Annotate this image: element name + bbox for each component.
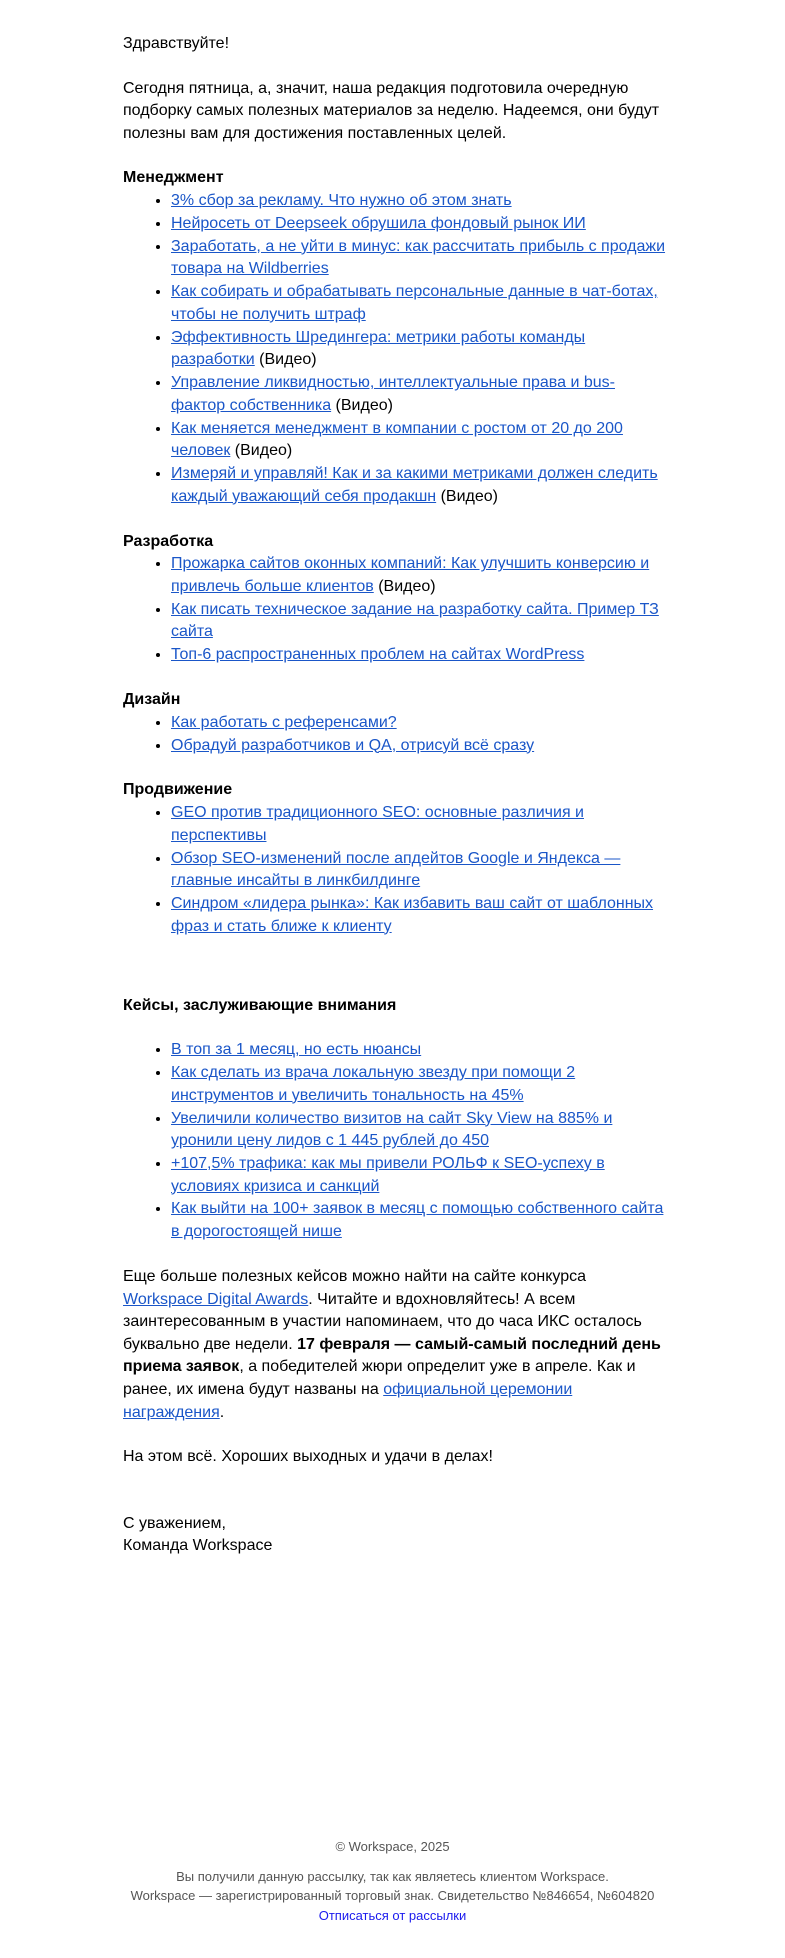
- video-label: (Видео): [373, 577, 436, 595]
- list-item: [171, 190, 668, 213]
- article-link[interactable]: Как собирать и обрабатывать персональные данные в чат-ботах, чтобы не получить штраф: [171, 283, 658, 323]
- awards-text: Еще больше полезных кейсов можно найти на сайте конкурса: [123, 1267, 587, 1285]
- list-item: [171, 1062, 668, 1107]
- signature-regards: С уважением,: [123, 1514, 226, 1532]
- awards-text: . Читайте и вдохновляйтесь! А всем заинтересованным в участии напоминаем, что до часа ИКС осталось буквально две недели.: [123, 1290, 642, 1353]
- list-item: [171, 1198, 668, 1243]
- article-link[interactable]: Как работать с референсами?: [171, 713, 397, 731]
- awards-text: .: [219, 1403, 225, 1421]
- list-item: [171, 418, 668, 463]
- list-item: [171, 848, 668, 893]
- video-label: (Видео): [254, 351, 317, 369]
- article-link[interactable]: Топ-6 распространенных проблем на сайтах WordPress: [171, 646, 585, 664]
- signature-team: Команда Workspace: [123, 1537, 273, 1555]
- greeting: Здравствуйте!: [123, 35, 230, 52]
- case-link[interactable]: Как выйти на 100+ заявок в месяц с помощью собственного сайта в дорогостоящей нише: [171, 1200, 664, 1241]
- awards-paragraph: [123, 1266, 668, 1424]
- video-label: (Видео): [331, 396, 393, 414]
- awards-site-link[interactable]: Workspace Digital Awards: [123, 1290, 309, 1308]
- list-item: [171, 1108, 668, 1153]
- article-link[interactable]: GEO против традиционного SEO: основные различия и перспективы: [171, 804, 584, 844]
- list-item: [171, 463, 668, 508]
- section-title-promotion: Продвижение: [123, 781, 233, 799]
- development-list: [123, 553, 668, 667]
- article-link[interactable]: Обрадуй разработчиков и QA, отрисуй всё сразу: [171, 736, 535, 754]
- article-link[interactable]: Измеряй и управляй! Как и за какими метриками должен следить каждый уважающий себя продакшн: [171, 465, 658, 505]
- case-link[interactable]: +107,5% трафика: как мы привели РОЛЬФ к SEO-успеху в условиях кризиса и санкций: [171, 1154, 605, 1195]
- article-link[interactable]: Нейросеть от Deepseek обрушила фондовый рынок ИИ: [171, 214, 586, 232]
- subscription-notice: Вы получили данную рассылку, так как являетесь клиентом Workspace.: [176, 1868, 609, 1884]
- article-link[interactable]: Управление ликвидностью, интеллектуальные права и bus-фактор собственника: [171, 374, 615, 414]
- article-link[interactable]: Эффективность Шредингера: метрики работы команды разработки: [171, 328, 586, 369]
- cases-list: [123, 1039, 668, 1244]
- unsubscribe-link[interactable]: Отписаться от рассылки: [318, 1907, 467, 1923]
- design-list: [123, 712, 668, 757]
- list-item: [171, 553, 668, 598]
- list-item: [171, 236, 668, 281]
- case-link[interactable]: Как сделать из врача локальную звезду при помощи 2 инструментов и увеличить тональность на 45%: [171, 1064, 576, 1104]
- intro-paragraph: Сегодня пятница, а, значит, наша редакция подготовила очередную подборку самых полезных материалов за неделю. Надеемся, они будут полезны вам для достижения поставленных целей.: [123, 79, 660, 142]
- case-link[interactable]: Увеличили количество визитов на сайт Sky View на 885% и уронили цену лидов с 1 445 рублей до 450: [171, 1109, 613, 1150]
- case-link[interactable]: В топ за 1 месяц, но есть нюансы: [171, 1041, 422, 1059]
- video-label: (Видео): [436, 487, 498, 505]
- list-item: [171, 1039, 668, 1062]
- article-link[interactable]: Как писать техническое задание на разработку сайта. Пример ТЗ сайта: [171, 600, 659, 641]
- list-item: [171, 327, 668, 372]
- awards-text: , а победителей жюри определит уже в апреле. Как и ранее, их имена будут названы на: [123, 1358, 636, 1398]
- footer: [0, 1837, 785, 1925]
- deadline-text: 17 февраля — самый-самый последний день приема заявок: [123, 1335, 661, 1376]
- article-link[interactable]: Как меняется менеджмент в компании с ростом от 20 до 200 человек: [171, 419, 623, 460]
- list-item: [171, 893, 668, 938]
- list-item: [171, 372, 668, 417]
- article-link[interactable]: 3% сбор за рекламу. Что нужно об этом знать: [171, 191, 512, 209]
- article-link[interactable]: Синдром «лидера рынка»: Как избавить ваш сайт от шаблонных фраз и стать ближе к клиенту: [171, 895, 654, 935]
- ceremony-link[interactable]: официальной церемонии награждения: [123, 1380, 573, 1421]
- list-item: [171, 599, 668, 644]
- list-item: [171, 644, 668, 667]
- section-title-design: Дизайн: [123, 691, 181, 709]
- list-item: [171, 712, 668, 735]
- article-link[interactable]: Обзор SEO-изменений после апдейтов Google и Яндекса — главные инсайты в линкбилдинге: [171, 849, 621, 890]
- management-list: [123, 190, 668, 508]
- list-item: [171, 802, 668, 847]
- section-title-management: Менеджмент: [123, 169, 224, 187]
- list-item: [171, 1153, 668, 1198]
- promotion-list: [123, 802, 668, 938]
- section-title-development: Разработка: [123, 532, 214, 550]
- list-item: [171, 735, 668, 758]
- list-item: [171, 213, 668, 236]
- trademark-notice: Workspace — зарегистрированный торговый знак. Свидетельство №846654, №604820: [130, 1888, 655, 1903]
- article-link[interactable]: Заработать, а не уйти в минус: как рассчитать прибыль с продажи товара на Wildberries: [171, 237, 666, 278]
- video-label: (Видео): [230, 442, 293, 460]
- article-link[interactable]: Прожарка сайтов оконных компаний: Как улучшить конверсию и привлечь больше клиентов: [171, 555, 650, 595]
- email-body: [123, 33, 668, 1558]
- section-title-cases: Кейсы, заслуживающие внимания: [123, 996, 397, 1014]
- copyright: © Workspace, 2025: [335, 1839, 450, 1854]
- list-item: [171, 281, 668, 326]
- closing-line: На этом всё. Хороших выходных и удачи в делах!: [123, 1448, 493, 1466]
